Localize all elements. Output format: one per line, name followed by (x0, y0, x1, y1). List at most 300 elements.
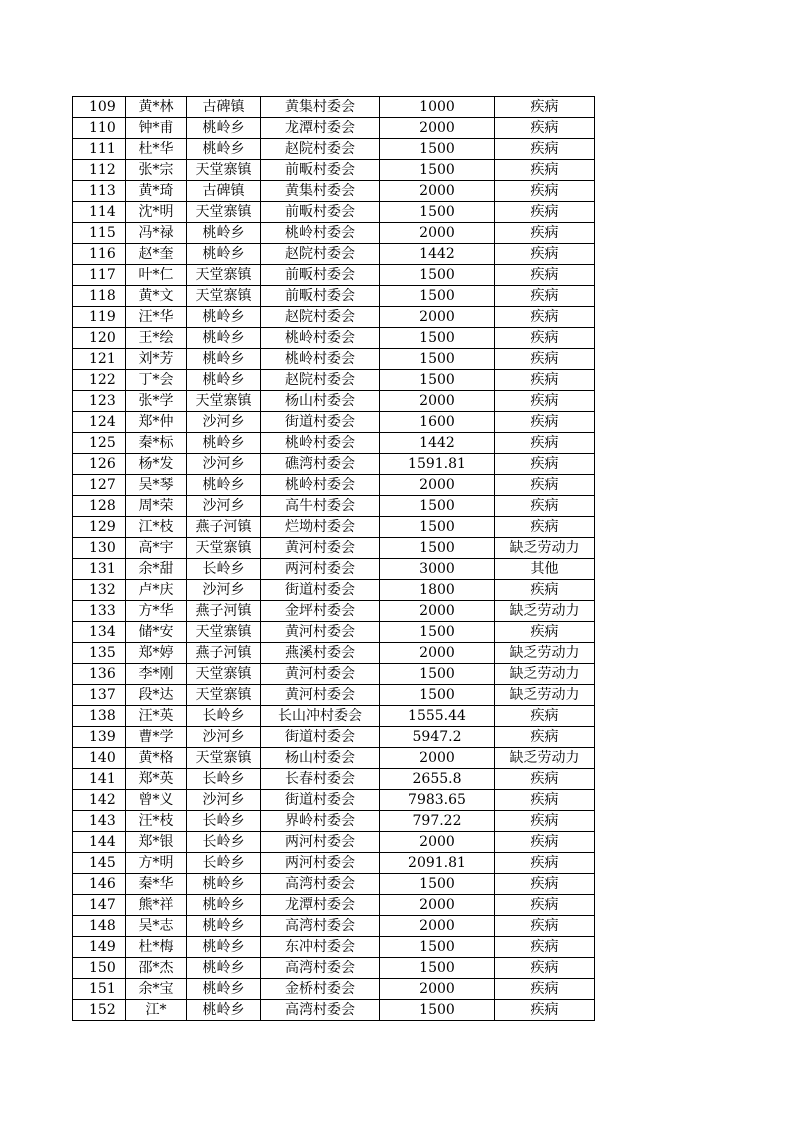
village-committee-cell: 黄河村委会 (261, 622, 380, 643)
row-number-cell: 135 (73, 643, 126, 664)
village-committee-cell: 桃岭村委会 (261, 349, 380, 370)
recipient-name-cell: 吴*志 (126, 916, 187, 937)
township-cell: 沙河乡 (187, 580, 261, 601)
recipient-name-cell: 方*华 (126, 601, 187, 622)
amount-cell: 1800 (380, 580, 495, 601)
recipient-name-cell: 王*绘 (126, 328, 187, 349)
village-committee-cell: 桃岭村委会 (261, 223, 380, 244)
table-row (73, 790, 595, 811)
recipient-name-cell: 汪*枝 (126, 811, 187, 832)
table-row (73, 496, 595, 517)
table-row (73, 832, 595, 853)
row-number-cell: 144 (73, 832, 126, 853)
table-row (73, 160, 595, 181)
amount-cell: 1500 (380, 286, 495, 307)
township-cell: 桃岭乡 (187, 349, 261, 370)
reason-cell: 疾病 (495, 517, 595, 538)
township-cell: 桃岭乡 (187, 223, 261, 244)
amount-cell: 2000 (380, 307, 495, 328)
table-row (73, 97, 595, 118)
recipient-name-cell: 熊*祥 (126, 895, 187, 916)
township-cell: 天堂寨镇 (187, 538, 261, 559)
amount-cell: 1500 (380, 139, 495, 160)
amount-cell: 2000 (380, 475, 495, 496)
village-committee-cell: 龙潭村委会 (261, 895, 380, 916)
table-row (73, 391, 595, 412)
amount-cell: 2000 (380, 895, 495, 916)
recipient-name-cell: 曾*义 (126, 790, 187, 811)
village-committee-cell: 金桥村委会 (261, 979, 380, 1000)
recipient-name-cell: 秦*华 (126, 874, 187, 895)
recipient-name-cell: 杜*华 (126, 139, 187, 160)
recipient-name-cell: 高*宇 (126, 538, 187, 559)
table-row (73, 286, 595, 307)
recipient-name-cell: 卢*庆 (126, 580, 187, 601)
amount-cell: 2000 (380, 979, 495, 1000)
row-number-cell: 131 (73, 559, 126, 580)
reason-cell: 疾病 (495, 475, 595, 496)
village-committee-cell: 黄河村委会 (261, 685, 380, 706)
village-committee-cell: 两河村委会 (261, 559, 380, 580)
village-committee-cell: 金坪村委会 (261, 601, 380, 622)
table-row (73, 433, 595, 454)
township-cell: 桃岭乡 (187, 307, 261, 328)
recipient-name-cell: 郑*银 (126, 832, 187, 853)
amount-cell: 1442 (380, 433, 495, 454)
recipient-name-cell: 冯*禄 (126, 223, 187, 244)
village-committee-cell: 街道村委会 (261, 580, 380, 601)
reason-cell: 疾病 (495, 97, 595, 118)
township-cell: 桃岭乡 (187, 958, 261, 979)
reason-cell: 疾病 (495, 790, 595, 811)
table-row (73, 202, 595, 223)
amount-cell: 1500 (380, 496, 495, 517)
row-number-cell: 114 (73, 202, 126, 223)
table-row (73, 811, 595, 832)
row-number-cell: 143 (73, 811, 126, 832)
village-committee-cell: 前畈村委会 (261, 160, 380, 181)
recipient-name-cell: 曹*学 (126, 727, 187, 748)
reason-cell: 疾病 (495, 349, 595, 370)
township-cell: 燕子河镇 (187, 517, 261, 538)
reason-cell: 缺乏劳动力 (495, 664, 595, 685)
row-number-cell: 115 (73, 223, 126, 244)
township-cell: 天堂寨镇 (187, 160, 261, 181)
amount-cell: 1000 (380, 97, 495, 118)
row-number-cell: 149 (73, 937, 126, 958)
table-row (73, 181, 595, 202)
village-committee-cell: 两河村委会 (261, 853, 380, 874)
township-cell: 沙河乡 (187, 412, 261, 433)
row-number-cell: 110 (73, 118, 126, 139)
township-cell: 桃岭乡 (187, 937, 261, 958)
reason-cell: 缺乏劳动力 (495, 643, 595, 664)
table-row (73, 475, 595, 496)
recipient-name-cell: 黄*林 (126, 97, 187, 118)
reason-cell: 缺乏劳动力 (495, 748, 595, 769)
row-number-cell: 109 (73, 97, 126, 118)
reason-cell: 疾病 (495, 454, 595, 475)
row-number-cell: 119 (73, 307, 126, 328)
village-committee-cell: 桃岭村委会 (261, 328, 380, 349)
recipient-name-cell: 钟*甫 (126, 118, 187, 139)
row-number-cell: 138 (73, 706, 126, 727)
recipient-name-cell: 郑*仲 (126, 412, 187, 433)
table-row (73, 349, 595, 370)
reason-cell: 疾病 (495, 391, 595, 412)
township-cell: 沙河乡 (187, 790, 261, 811)
table-row (73, 874, 595, 895)
village-committee-cell: 燕溪村委会 (261, 643, 380, 664)
village-committee-cell: 桃岭村委会 (261, 433, 380, 454)
table-row (73, 706, 595, 727)
village-committee-cell: 前畈村委会 (261, 286, 380, 307)
row-number-cell: 133 (73, 601, 126, 622)
row-number-cell: 113 (73, 181, 126, 202)
reason-cell: 疾病 (495, 895, 595, 916)
recipient-name-cell: 汪*华 (126, 307, 187, 328)
recipient-name-cell: 邵*杰 (126, 958, 187, 979)
reason-cell: 疾病 (495, 307, 595, 328)
amount-cell: 2000 (380, 643, 495, 664)
table-row (73, 370, 595, 391)
amount-cell: 1500 (380, 160, 495, 181)
recipient-name-cell: 储*安 (126, 622, 187, 643)
table-row (73, 223, 595, 244)
recipient-name-cell: 丁*会 (126, 370, 187, 391)
reason-cell: 疾病 (495, 1000, 595, 1021)
recipient-name-cell: 周*荣 (126, 496, 187, 517)
table-row (73, 412, 595, 433)
village-committee-cell: 赵院村委会 (261, 244, 380, 265)
row-number-cell: 120 (73, 328, 126, 349)
amount-cell: 1500 (380, 1000, 495, 1021)
amount-cell: 2000 (380, 181, 495, 202)
row-number-cell: 136 (73, 664, 126, 685)
reason-cell: 其他 (495, 559, 595, 580)
row-number-cell: 145 (73, 853, 126, 874)
reason-cell: 疾病 (495, 916, 595, 937)
township-cell: 天堂寨镇 (187, 265, 261, 286)
recipient-name-cell: 杜*梅 (126, 937, 187, 958)
amount-cell: 1500 (380, 937, 495, 958)
village-committee-cell: 高湾村委会 (261, 874, 380, 895)
row-number-cell: 146 (73, 874, 126, 895)
village-committee-cell: 杨山村委会 (261, 748, 380, 769)
amount-cell: 2000 (380, 832, 495, 853)
table-row (73, 958, 595, 979)
row-number-cell: 132 (73, 580, 126, 601)
amount-cell: 1500 (380, 265, 495, 286)
reason-cell: 疾病 (495, 412, 595, 433)
township-cell: 天堂寨镇 (187, 664, 261, 685)
village-committee-cell: 赵院村委会 (261, 370, 380, 391)
village-committee-cell: 高湾村委会 (261, 916, 380, 937)
reason-cell: 疾病 (495, 580, 595, 601)
village-committee-cell: 赵院村委会 (261, 307, 380, 328)
reason-cell: 疾病 (495, 370, 595, 391)
reason-cell: 疾病 (495, 328, 595, 349)
table-row (73, 328, 595, 349)
recipient-name-cell: 方*明 (126, 853, 187, 874)
reason-cell: 疾病 (495, 769, 595, 790)
recipient-name-cell: 李*刚 (126, 664, 187, 685)
row-number-cell: 112 (73, 160, 126, 181)
row-number-cell: 125 (73, 433, 126, 454)
township-cell: 天堂寨镇 (187, 391, 261, 412)
table-row (73, 979, 595, 1000)
table-row (73, 517, 595, 538)
reason-cell: 疾病 (495, 496, 595, 517)
township-cell: 沙河乡 (187, 727, 261, 748)
table-row (73, 538, 595, 559)
table-row (73, 559, 595, 580)
township-cell: 沙河乡 (187, 496, 261, 517)
village-committee-cell: 桃岭村委会 (261, 475, 380, 496)
amount-cell: 1500 (380, 874, 495, 895)
township-cell: 桃岭乡 (187, 118, 261, 139)
reason-cell: 疾病 (495, 202, 595, 223)
amount-cell: 2091.81 (380, 853, 495, 874)
reason-cell: 疾病 (495, 958, 595, 979)
reason-cell: 疾病 (495, 433, 595, 454)
amount-cell: 1500 (380, 328, 495, 349)
reason-cell: 疾病 (495, 265, 595, 286)
village-committee-cell: 长山冲村委会 (261, 706, 380, 727)
amount-cell: 2000 (380, 118, 495, 139)
village-committee-cell: 黄集村委会 (261, 97, 380, 118)
amount-cell: 1500 (380, 958, 495, 979)
village-committee-cell: 两河村委会 (261, 832, 380, 853)
amount-cell: 1500 (380, 370, 495, 391)
recipient-name-cell: 郑*婷 (126, 643, 187, 664)
township-cell: 桃岭乡 (187, 874, 261, 895)
reason-cell: 疾病 (495, 223, 595, 244)
reason-cell: 疾病 (495, 979, 595, 1000)
amount-cell: 1500 (380, 349, 495, 370)
row-number-cell: 124 (73, 412, 126, 433)
village-committee-cell: 礁湾村委会 (261, 454, 380, 475)
reason-cell: 疾病 (495, 853, 595, 874)
row-number-cell: 122 (73, 370, 126, 391)
township-cell: 长岭乡 (187, 559, 261, 580)
township-cell: 古碑镇 (187, 97, 261, 118)
township-cell: 桃岭乡 (187, 475, 261, 496)
reason-cell: 疾病 (495, 727, 595, 748)
amount-cell: 2000 (380, 391, 495, 412)
township-cell: 燕子河镇 (187, 601, 261, 622)
reason-cell: 疾病 (495, 118, 595, 139)
amount-cell: 797.22 (380, 811, 495, 832)
amount-cell: 2000 (380, 748, 495, 769)
amount-cell: 5947.2 (380, 727, 495, 748)
recipient-name-cell: 沈*明 (126, 202, 187, 223)
township-cell: 长岭乡 (187, 769, 261, 790)
recipient-name-cell: 黄*琦 (126, 181, 187, 202)
recipient-name-cell: 吴*琴 (126, 475, 187, 496)
table-row (73, 265, 595, 286)
row-number-cell: 127 (73, 475, 126, 496)
recipient-name-cell: 张*学 (126, 391, 187, 412)
village-committee-cell: 东冲村委会 (261, 937, 380, 958)
township-cell: 桃岭乡 (187, 328, 261, 349)
village-committee-cell: 街道村委会 (261, 727, 380, 748)
village-committee-cell: 前畈村委会 (261, 265, 380, 286)
township-cell: 燕子河镇 (187, 643, 261, 664)
row-number-cell: 147 (73, 895, 126, 916)
recipient-name-cell: 叶*仁 (126, 265, 187, 286)
table-row (73, 139, 595, 160)
amount-cell: 1591.81 (380, 454, 495, 475)
table-row (73, 1000, 595, 1021)
township-cell: 天堂寨镇 (187, 622, 261, 643)
table-body (73, 97, 595, 1021)
reason-cell: 疾病 (495, 832, 595, 853)
recipient-name-cell: 余*甜 (126, 559, 187, 580)
reason-cell: 疾病 (495, 286, 595, 307)
recipient-name-cell: 张*宗 (126, 160, 187, 181)
row-number-cell: 116 (73, 244, 126, 265)
recipient-name-cell: 郑*英 (126, 769, 187, 790)
amount-cell: 2655.8 (380, 769, 495, 790)
table-row (73, 769, 595, 790)
row-number-cell: 142 (73, 790, 126, 811)
village-committee-cell: 前畈村委会 (261, 202, 380, 223)
amount-cell: 1500 (380, 622, 495, 643)
table-row (73, 580, 595, 601)
village-committee-cell: 黄集村委会 (261, 181, 380, 202)
row-number-cell: 140 (73, 748, 126, 769)
reason-cell: 缺乏劳动力 (495, 685, 595, 706)
table-row (73, 601, 595, 622)
row-number-cell: 126 (73, 454, 126, 475)
township-cell: 天堂寨镇 (187, 748, 261, 769)
amount-cell: 1442 (380, 244, 495, 265)
township-cell: 桃岭乡 (187, 244, 261, 265)
reason-cell: 疾病 (495, 622, 595, 643)
table-row (73, 937, 595, 958)
row-number-cell: 117 (73, 265, 126, 286)
township-cell: 桃岭乡 (187, 979, 261, 1000)
amount-cell: 1555.44 (380, 706, 495, 727)
amount-cell: 2000 (380, 223, 495, 244)
row-number-cell: 123 (73, 391, 126, 412)
amount-cell: 7983.65 (380, 790, 495, 811)
table-row (73, 454, 595, 475)
recipient-name-cell: 江* (126, 1000, 187, 1021)
township-cell: 长岭乡 (187, 811, 261, 832)
amount-cell: 3000 (380, 559, 495, 580)
row-number-cell: 152 (73, 1000, 126, 1021)
row-number-cell: 150 (73, 958, 126, 979)
amount-cell: 1500 (380, 664, 495, 685)
recipient-name-cell: 余*宝 (126, 979, 187, 1000)
recipient-name-cell: 刘*芳 (126, 349, 187, 370)
table-row (73, 895, 595, 916)
amount-cell: 2000 (380, 601, 495, 622)
village-committee-cell: 杨山村委会 (261, 391, 380, 412)
recipient-name-cell: 杨*发 (126, 454, 187, 475)
village-committee-cell: 高湾村委会 (261, 958, 380, 979)
table-row (73, 748, 595, 769)
reason-cell: 疾病 (495, 244, 595, 265)
row-number-cell: 137 (73, 685, 126, 706)
recipient-name-cell: 汪*英 (126, 706, 187, 727)
table-row (73, 853, 595, 874)
table-row (73, 244, 595, 265)
township-cell: 桃岭乡 (187, 895, 261, 916)
table-row (73, 622, 595, 643)
table-row (73, 307, 595, 328)
row-number-cell: 111 (73, 139, 126, 160)
village-committee-cell: 街道村委会 (261, 790, 380, 811)
village-committee-cell: 黄河村委会 (261, 538, 380, 559)
township-cell: 桃岭乡 (187, 139, 261, 160)
township-cell: 桃岭乡 (187, 370, 261, 391)
amount-cell: 1600 (380, 412, 495, 433)
table-row (73, 118, 595, 139)
row-number-cell: 141 (73, 769, 126, 790)
reason-cell: 缺乏劳动力 (495, 538, 595, 559)
reason-cell: 疾病 (495, 706, 595, 727)
recipient-name-cell: 赵*奎 (126, 244, 187, 265)
township-cell: 沙河乡 (187, 454, 261, 475)
recipient-name-cell: 段*达 (126, 685, 187, 706)
table-row (73, 664, 595, 685)
village-committee-cell: 黄河村委会 (261, 664, 380, 685)
township-cell: 长岭乡 (187, 832, 261, 853)
assistance-table (72, 96, 595, 1021)
township-cell: 天堂寨镇 (187, 685, 261, 706)
township-cell: 天堂寨镇 (187, 202, 261, 223)
township-cell: 桃岭乡 (187, 1000, 261, 1021)
recipient-name-cell: 黄*格 (126, 748, 187, 769)
row-number-cell: 130 (73, 538, 126, 559)
village-committee-cell: 高湾村委会 (261, 1000, 380, 1021)
reason-cell: 疾病 (495, 874, 595, 895)
recipient-name-cell: 秦*标 (126, 433, 187, 454)
village-committee-cell: 烂坳村委会 (261, 517, 380, 538)
row-number-cell: 139 (73, 727, 126, 748)
township-cell: 长岭乡 (187, 853, 261, 874)
village-committee-cell: 长春村委会 (261, 769, 380, 790)
amount-cell: 1500 (380, 538, 495, 559)
table-row (73, 685, 595, 706)
township-cell: 古碑镇 (187, 181, 261, 202)
reason-cell: 疾病 (495, 937, 595, 958)
reason-cell: 疾病 (495, 181, 595, 202)
row-number-cell: 128 (73, 496, 126, 517)
amount-cell: 2000 (380, 916, 495, 937)
reason-cell: 疾病 (495, 160, 595, 181)
village-committee-cell: 街道村委会 (261, 412, 380, 433)
recipient-name-cell: 江*枝 (126, 517, 187, 538)
village-committee-cell: 界岭村委会 (261, 811, 380, 832)
row-number-cell: 148 (73, 916, 126, 937)
village-committee-cell: 赵院村委会 (261, 139, 380, 160)
recipient-name-cell: 黄*文 (126, 286, 187, 307)
township-cell: 桃岭乡 (187, 916, 261, 937)
table-row (73, 916, 595, 937)
row-number-cell: 134 (73, 622, 126, 643)
row-number-cell: 121 (73, 349, 126, 370)
township-cell: 长岭乡 (187, 706, 261, 727)
row-number-cell: 151 (73, 979, 126, 1000)
amount-cell: 1500 (380, 685, 495, 706)
township-cell: 桃岭乡 (187, 433, 261, 454)
reason-cell: 疾病 (495, 811, 595, 832)
amount-cell: 1500 (380, 202, 495, 223)
